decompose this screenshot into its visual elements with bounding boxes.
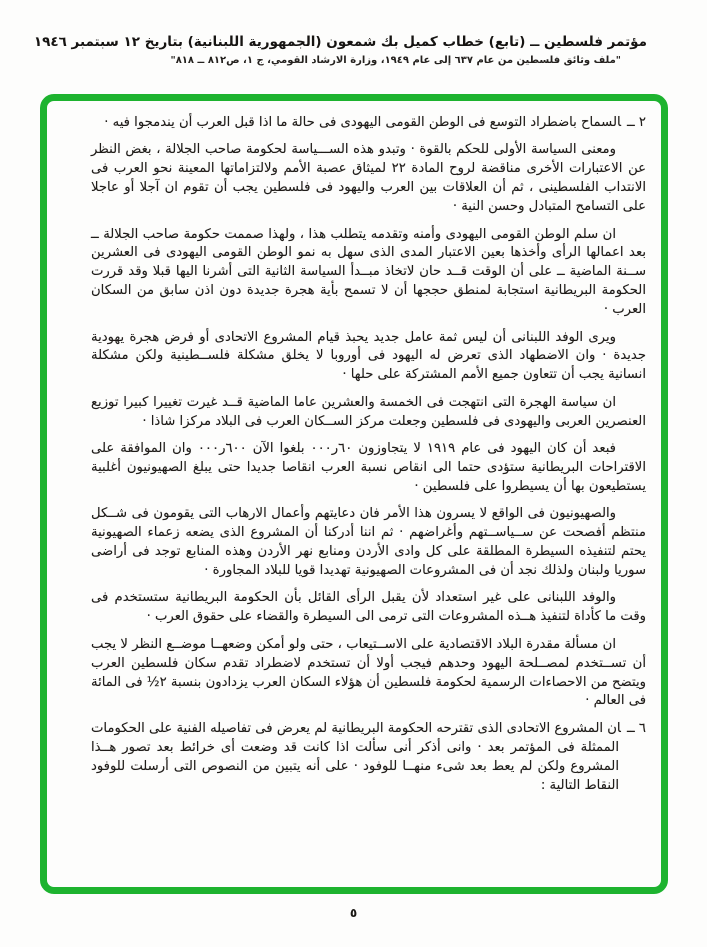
paragraph-text: ان سلم الوطن القومى اليهودى وأمنه وتقدمه يتطلب هذا ، ولهذا صممت حكومة صاحب الجلالة ــ بعد اعمالها الرأى وأخذها بعين الاعتبار المدى الذى سهل به نمو الوطن القومى اليهودى فى العشرين ســنة الماضية ــ على أن الوقت قــد حان لاتخاذ مبــدأ السياسة الثانية التى أشرنا اليها قبلا وقد قررت الحكومة البريطانية استجابة لمنطق حججها أن لا تسمح بأية هجرة جديدة دون اذن سابق من السكان العرب · [91, 226, 646, 318]
paragraph [91, 394, 646, 432]
paragraph-text: ويرى الوفد اللبنانى أن ليس ثمة عامل جديد يحبذ قيام المشروع الاتحادى أو فرض هجرة يهودية جديدة · وان الاضطهاد الذى تعرض له اليهود فى أوروبا لا يخلق مشكلة فلســطينية ولكن مشكلة انسانية يجب أن تتعاون جميع الأمم المشتركة على حلها · [91, 329, 646, 383]
paragraph-text: ان مسألة مقدرة البلاد الاقتصادية على الاســتيعاب ، حتى ولو أمكن وضعهــا موضــع النظر لا يجب أن تســتخدم لمصــلحة اليهود وحدهم فيجب أولا أن تستخدم لاضطراد تقدم سكان فلسطين العرب ويتضح من الاحصاءات الرسمية لحكومة فلسطين أن هؤلاء السكان العرب يزدادون بنسبة ٢½ فى المائة فى العالم · [91, 636, 646, 709]
paragraph-text: ان المشروع الاتحادى الذى تقترحه الحكومة البريطانية لم يعرض فى تفاصيله الفنية على الحكومات الممثلة فى المؤتمر بعد · وانى أذكر أنى سألت اذا كانت قد وضعت أى خرائط بعد تصور هــذا المشروع ولكن لم يعط بعد شىء منهــا للوفود · على أنه يتبين من النصوص التى أرسلت للوفود النقاط التالية : [91, 720, 621, 793]
paragraph-text: ومعنى السياسة الأولى للحكم بالقوة · وتبدو هذه الســـياسة لحكومة صاحب الجلالة ، بغض النظر عن الاعتبارات الأخرى مناقضة لروح المادة ٢٢ لميثاق عصبة الأمم ولالتزاماتها المعينة نحو العرب فى الانتداب الفلسطينى ، ثم أن العلاقات بين العرب واليهود فى فلسطين يجب أن تقوم ان آجلا أو عاجلا على التسامح المتبادل وحسن النية · [91, 142, 647, 215]
paragraph-item-6 [91, 720, 646, 796]
paragraph [91, 226, 646, 321]
paragraph-text: السماح باضطراد التوسع فى الوطن القومى اليهودى فى حالة ما اذا قبل العرب أن يندمجوا فيه · [104, 115, 621, 130]
page-number: ٥ [349, 906, 358, 920]
paragraph-item-2 [91, 114, 646, 133]
item-number: ٢ ــ [626, 115, 646, 130]
source-citation: "ملف وثائق فلسطين من عام ٦٣٧ إلى عام ١٩٤٩، وزارة الارشاد القومي، ج ١، ص٨١٢ ــ ٨١٨" [170, 55, 621, 66]
page-title: مؤتمر فلسطين ــ (تابع) خطاب كميل بك شمعون (الجمهورية اللبنانية) بتاريخ ١٢ سبتمبر ١٩٤٦ [33, 34, 647, 50]
paragraph [91, 589, 646, 627]
paragraph-text: فبعد أن كان اليهود فى عام ١٩١٩ لا يتجاوزون ٦٠ر٠٠٠ بلغوا الآن ٦٠٠ر٠٠٠ وان الموافقة على الاقتراحات البريطانية ستؤدى حتما الى انقاص نسبة العرب انقاصا جديدا حتى يبلغ الصهيونيون أغلبية يستطيعون بها أن يسيطروا على فلسطين · [91, 441, 646, 494]
paragraph [91, 141, 646, 217]
document-header [33, 34, 647, 66]
green-highlight-frame [40, 94, 668, 894]
item-number: ٦ ــ [626, 720, 647, 736]
document-body [47, 101, 661, 887]
paragraph-text: والوفد اللبنانى على غير استعداد لأن يقبل الرأى القائل بأن الحكومة البريطانية ستستخدم فى وقت ما كأداة لتنفيذ هــذه المشروعات التى ترمى الى السيطرة والقضاء على حقوق العرب · [91, 590, 646, 625]
paragraph-text: والصهيونيون فى الواقع لا يسرون هذا الأمر فان دعايتهم وأعمال الارهاب التى يقومون فى شــكل منتظم أفصحت عن ســياســتهم وأغراضهم · ثم اننا أدركنا أن المشروع الذى يضعه زعماء الصهيونية يحتم لتنفيذه السيطرة المطلقة على كل وادى الأردن ومنابع نهر الأردن وهذه المنابع توجد فى أراضى سوريا ولبنان ولذلك نجد أن فى المشروعات الصهيونية تهديدا قويا للبلاد المجاورة · [91, 506, 646, 579]
paragraph [91, 440, 646, 497]
paragraph [91, 505, 646, 581]
paragraph-text: ان سياسة الهجرة التى انتهجت فى الخمسة والعشرين عاما الماضية قــد غيرت تغييرا كبيرا توزيع العنصرين العربى واليهودى فى فلسطين وجعلت مركز الســكان العرب فى البلاد مركزا شاذا · [91, 394, 646, 429]
paragraph [91, 329, 646, 386]
paragraph [91, 636, 646, 712]
